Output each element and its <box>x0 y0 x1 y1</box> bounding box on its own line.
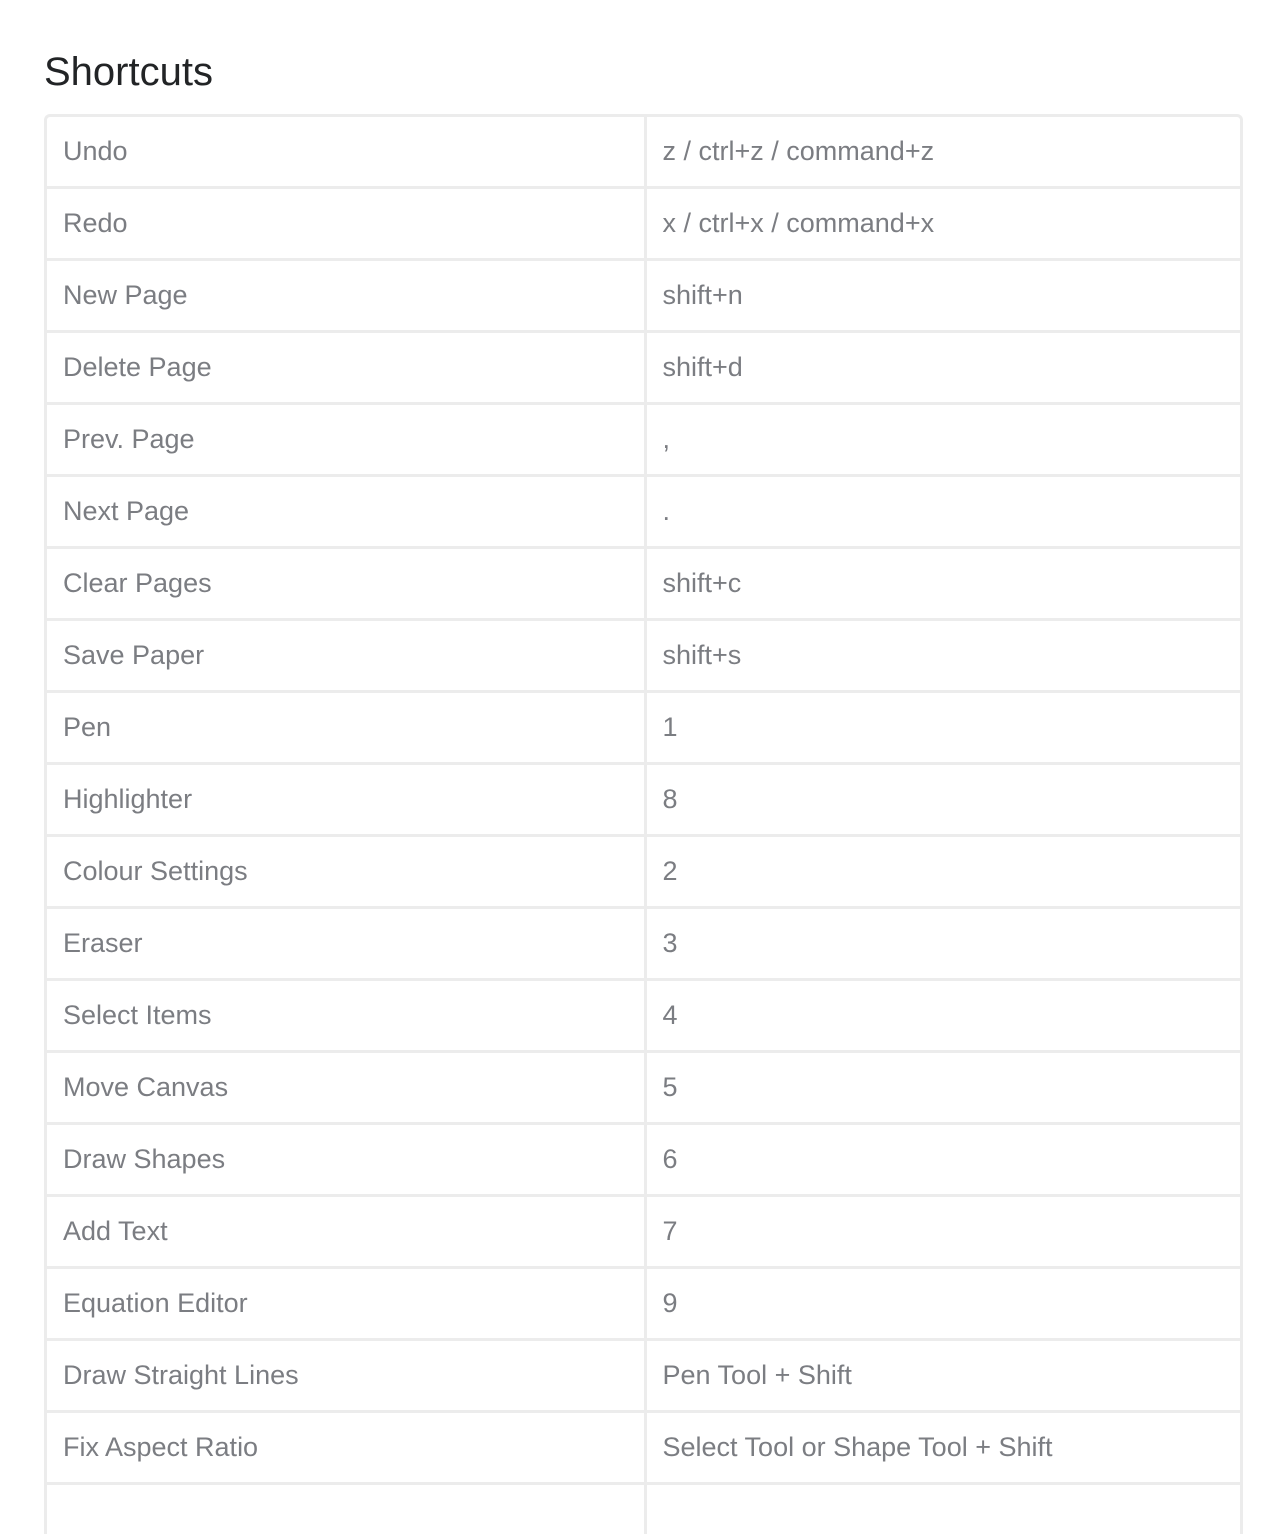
shortcuts-table-body <box>47 117 1240 1534</box>
shortcut-keys: 9 <box>645 1268 1240 1340</box>
table-row <box>47 1052 1240 1124</box>
shortcut-action: Fix Aspect Ratio <box>47 1412 645 1484</box>
shortcut-keys: 8 <box>645 764 1240 836</box>
shortcut-keys: 7 <box>645 1196 1240 1268</box>
shortcut-keys: x / ctrl+x / command+x <box>645 188 1240 260</box>
shortcut-keys: shift+n <box>645 260 1240 332</box>
shortcut-action: Undo <box>47 117 645 188</box>
shortcut-action: Highlighter <box>47 764 645 836</box>
shortcut-keys: 2 <box>645 836 1240 908</box>
shortcut-keys: shift+c <box>645 548 1240 620</box>
shortcut-action: Delete Page <box>47 332 645 404</box>
shortcut-keys: . <box>645 476 1240 548</box>
shortcut-keys: 4 <box>645 980 1240 1052</box>
table-row <box>47 260 1240 332</box>
table-row <box>47 332 1240 404</box>
table-row <box>47 908 1240 980</box>
table-row <box>47 1196 1240 1268</box>
table-row <box>47 1340 1240 1412</box>
shortcut-action: Add Text <box>47 1196 645 1268</box>
shortcuts-table <box>44 114 1243 1534</box>
table-row <box>47 1124 1240 1196</box>
shortcut-keys <box>645 1484 1240 1534</box>
shortcut-keys: Select Tool or Shape Tool + Shift <box>645 1412 1240 1484</box>
shortcut-keys: shift+d <box>645 332 1240 404</box>
shortcut-action: Select Items <box>47 980 645 1052</box>
table-row <box>47 764 1240 836</box>
shortcut-keys: 6 <box>645 1124 1240 1196</box>
table-row <box>47 188 1240 260</box>
shortcut-action: Draw Straight Lines <box>47 1340 645 1412</box>
table-row <box>47 836 1240 908</box>
shortcut-keys: 3 <box>645 908 1240 980</box>
shortcut-action: Pen <box>47 692 645 764</box>
shortcut-action: Next Page <box>47 476 645 548</box>
table-row <box>47 692 1240 764</box>
shortcut-action: Redo <box>47 188 645 260</box>
shortcut-action: Move Canvas <box>47 1052 645 1124</box>
shortcut-action: Clear Pages <box>47 548 645 620</box>
shortcut-keys: 1 <box>645 692 1240 764</box>
shortcut-action: Eraser <box>47 908 645 980</box>
table-row <box>47 476 1240 548</box>
table-row <box>47 1484 1240 1534</box>
shortcut-action: Draw Shapes <box>47 1124 645 1196</box>
table-row <box>47 1268 1240 1340</box>
table-row <box>47 548 1240 620</box>
shortcut-keys: shift+s <box>645 620 1240 692</box>
table-row <box>47 620 1240 692</box>
page-title: Shortcuts <box>44 48 213 96</box>
table-row <box>47 980 1240 1052</box>
shortcut-action: Save Paper <box>47 620 645 692</box>
table-row <box>47 117 1240 188</box>
shortcut-action <box>47 1484 645 1534</box>
shortcut-keys: , <box>645 404 1240 476</box>
shortcut-keys: 5 <box>645 1052 1240 1124</box>
table-row <box>47 1412 1240 1484</box>
shortcut-action: Prev. Page <box>47 404 645 476</box>
shortcut-action: New Page <box>47 260 645 332</box>
shortcut-action: Colour Settings <box>47 836 645 908</box>
shortcut-keys: z / ctrl+z / command+z <box>645 117 1240 188</box>
shortcut-action: Equation Editor <box>47 1268 645 1340</box>
table-row <box>47 404 1240 476</box>
shortcut-keys: Pen Tool + Shift <box>645 1340 1240 1412</box>
